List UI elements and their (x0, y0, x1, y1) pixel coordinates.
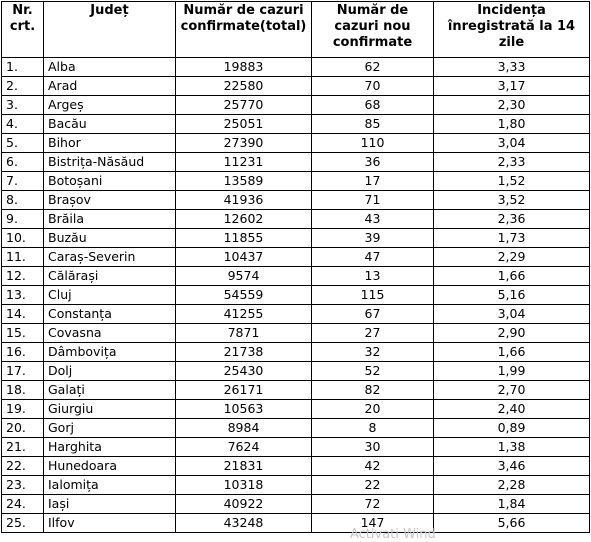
table-row (2, 419, 590, 438)
table-row (2, 457, 590, 476)
new-cases-cell: 147 (312, 514, 434, 533)
table-row (2, 115, 590, 134)
row-number-cell: 19. (2, 400, 44, 419)
incidence-14-days-cell: 1,84 (434, 495, 590, 514)
header-nr: Nr. crt. (2, 2, 44, 58)
total-cases-cell: 12602 (176, 210, 312, 229)
incidence-14-days-cell: 2,70 (434, 381, 590, 400)
new-cases-cell: 47 (312, 248, 434, 267)
row-number-cell: 4. (2, 115, 44, 134)
total-cases-cell: 54559 (176, 286, 312, 305)
total-cases-cell: 11231 (176, 153, 312, 172)
total-cases-cell: 7871 (176, 324, 312, 343)
total-cases-cell: 13589 (176, 172, 312, 191)
new-cases-cell: 13 (312, 267, 434, 286)
new-cases-cell: 115 (312, 286, 434, 305)
row-number-cell: 21. (2, 438, 44, 457)
new-cases-cell: 27 (312, 324, 434, 343)
incidence-14-days-cell: 2,40 (434, 400, 590, 419)
row-number-cell: 25. (2, 514, 44, 533)
county-name-cell: Alba (44, 58, 176, 77)
incidence-14-days-cell: 1,80 (434, 115, 590, 134)
incidence-14-days-cell: 3,04 (434, 134, 590, 153)
row-number-cell: 9. (2, 210, 44, 229)
incidence-14-days-cell: 1,52 (434, 172, 590, 191)
county-name-cell: Botoșani (44, 172, 176, 191)
new-cases-cell: 32 (312, 343, 434, 362)
table-row (2, 476, 590, 495)
total-cases-cell: 27390 (176, 134, 312, 153)
header-total-cases: Număr de cazuri confirmate(total) (176, 2, 312, 58)
row-number-cell: 22. (2, 457, 44, 476)
county-name-cell: Ialomița (44, 476, 176, 495)
incidence-14-days-cell: 0,89 (434, 419, 590, 438)
table-row (2, 305, 590, 324)
new-cases-cell: 20 (312, 400, 434, 419)
total-cases-cell: 21831 (176, 457, 312, 476)
table-row (2, 58, 590, 77)
new-cases-cell: 8 (312, 419, 434, 438)
incidence-14-days-cell: 5,66 (434, 514, 590, 533)
row-number-cell: 8. (2, 191, 44, 210)
incidence-14-days-cell: 1,66 (434, 267, 590, 286)
new-cases-cell: 82 (312, 381, 434, 400)
total-cases-cell: 22580 (176, 77, 312, 96)
row-number-cell: 14. (2, 305, 44, 324)
table-row (2, 267, 590, 286)
county-name-cell: Bistrița-Năsăud (44, 153, 176, 172)
county-name-cell: Bihor (44, 134, 176, 153)
county-name-cell: Hunedoara (44, 457, 176, 476)
total-cases-cell: 21738 (176, 343, 312, 362)
table-row (2, 400, 590, 419)
row-number-cell: 15. (2, 324, 44, 343)
table-row (2, 362, 590, 381)
incidence-14-days-cell: 2,30 (434, 96, 590, 115)
table-row (2, 381, 590, 400)
table-row (2, 191, 590, 210)
table-row (2, 438, 590, 457)
incidence-14-days-cell: 2,33 (434, 153, 590, 172)
table-row (2, 172, 590, 191)
county-name-cell: Călărași (44, 267, 176, 286)
row-number-cell: 2. (2, 77, 44, 96)
row-number-cell: 24. (2, 495, 44, 514)
table-row (2, 77, 590, 96)
watermark-text: Activati Wind (350, 527, 436, 542)
table-row (2, 229, 590, 248)
total-cases-cell: 25430 (176, 362, 312, 381)
header-incidence: Incidența înregistrată la 14 zile (434, 2, 590, 58)
county-name-cell: Arad (44, 77, 176, 96)
new-cases-cell: 68 (312, 96, 434, 115)
new-cases-cell: 70 (312, 77, 434, 96)
incidence-14-days-cell: 3,04 (434, 305, 590, 324)
county-name-cell: Galați (44, 381, 176, 400)
row-number-cell: 1. (2, 58, 44, 77)
new-cases-cell: 39 (312, 229, 434, 248)
table-row (2, 210, 590, 229)
row-number-cell: 3. (2, 96, 44, 115)
county-name-cell: Constanța (44, 305, 176, 324)
new-cases-cell: 30 (312, 438, 434, 457)
total-cases-cell: 41936 (176, 191, 312, 210)
incidence-14-days-cell: 3,46 (434, 457, 590, 476)
row-number-cell: 10. (2, 229, 44, 248)
county-name-cell: Dâmbovița (44, 343, 176, 362)
total-cases-cell: 26171 (176, 381, 312, 400)
county-name-cell: Ilfov (44, 514, 176, 533)
total-cases-cell: 10318 (176, 476, 312, 495)
total-cases-cell: 9574 (176, 267, 312, 286)
county-name-cell: Gorj (44, 419, 176, 438)
county-name-cell: Iași (44, 495, 176, 514)
total-cases-cell: 8984 (176, 419, 312, 438)
covid-cases-table (1, 1, 590, 533)
table-row (2, 343, 590, 362)
new-cases-cell: 17 (312, 172, 434, 191)
row-number-cell: 13. (2, 286, 44, 305)
table-row (2, 134, 590, 153)
new-cases-cell: 52 (312, 362, 434, 381)
total-cases-cell: 41255 (176, 305, 312, 324)
total-cases-cell: 43248 (176, 514, 312, 533)
incidence-14-days-cell: 2,36 (434, 210, 590, 229)
table-row (2, 153, 590, 172)
county-name-cell: Caraș-Severin (44, 248, 176, 267)
row-number-cell: 11. (2, 248, 44, 267)
new-cases-cell: 72 (312, 495, 434, 514)
table-header (2, 2, 590, 58)
incidence-14-days-cell: 2,90 (434, 324, 590, 343)
total-cases-cell: 10437 (176, 248, 312, 267)
incidence-14-days-cell: 1,73 (434, 229, 590, 248)
incidence-14-days-cell: 3,52 (434, 191, 590, 210)
new-cases-cell: 71 (312, 191, 434, 210)
county-name-cell: Brăila (44, 210, 176, 229)
header-judet: Județ (44, 2, 176, 58)
row-number-cell: 23. (2, 476, 44, 495)
county-name-cell: Argeș (44, 96, 176, 115)
row-number-cell: 12. (2, 267, 44, 286)
county-name-cell: Harghita (44, 438, 176, 457)
county-name-cell: Brașov (44, 191, 176, 210)
new-cases-cell: 42 (312, 457, 434, 476)
new-cases-cell: 36 (312, 153, 434, 172)
county-name-cell: Giurgiu (44, 400, 176, 419)
total-cases-cell: 10563 (176, 400, 312, 419)
row-number-cell: 18. (2, 381, 44, 400)
county-name-cell: Bacău (44, 115, 176, 134)
row-number-cell: 20. (2, 419, 44, 438)
row-number-cell: 7. (2, 172, 44, 191)
county-name-cell: Buzău (44, 229, 176, 248)
total-cases-cell: 11855 (176, 229, 312, 248)
table-row (2, 286, 590, 305)
incidence-14-days-cell: 3,33 (434, 58, 590, 77)
incidence-14-days-cell: 1,66 (434, 343, 590, 362)
new-cases-cell: 67 (312, 305, 434, 324)
table-row (2, 324, 590, 343)
new-cases-cell: 22 (312, 476, 434, 495)
incidence-14-days-cell: 2,29 (434, 248, 590, 267)
county-name-cell: Covasna (44, 324, 176, 343)
total-cases-cell: 25051 (176, 115, 312, 134)
table-row (2, 248, 590, 267)
county-name-cell: Cluj (44, 286, 176, 305)
table-row (2, 495, 590, 514)
row-number-cell: 6. (2, 153, 44, 172)
total-cases-cell: 40922 (176, 495, 312, 514)
incidence-14-days-cell: 5,16 (434, 286, 590, 305)
incidence-14-days-cell: 1,99 (434, 362, 590, 381)
table-row (2, 514, 590, 533)
row-number-cell: 17. (2, 362, 44, 381)
new-cases-cell: 85 (312, 115, 434, 134)
total-cases-cell: 19883 (176, 58, 312, 77)
total-cases-cell: 25770 (176, 96, 312, 115)
new-cases-cell: 62 (312, 58, 434, 77)
county-name-cell: Dolj (44, 362, 176, 381)
row-number-cell: 16. (2, 343, 44, 362)
incidence-14-days-cell: 1,38 (434, 438, 590, 457)
total-cases-cell: 7624 (176, 438, 312, 457)
incidence-14-days-cell: 2,28 (434, 476, 590, 495)
new-cases-cell: 110 (312, 134, 434, 153)
table-row (2, 96, 590, 115)
row-number-cell: 5. (2, 134, 44, 153)
incidence-14-days-cell: 3,17 (434, 77, 590, 96)
table-body (2, 58, 590, 533)
new-cases-cell: 43 (312, 210, 434, 229)
header-new-cases: Număr de cazuri nou confirmate (312, 2, 434, 58)
header-row (2, 2, 590, 58)
